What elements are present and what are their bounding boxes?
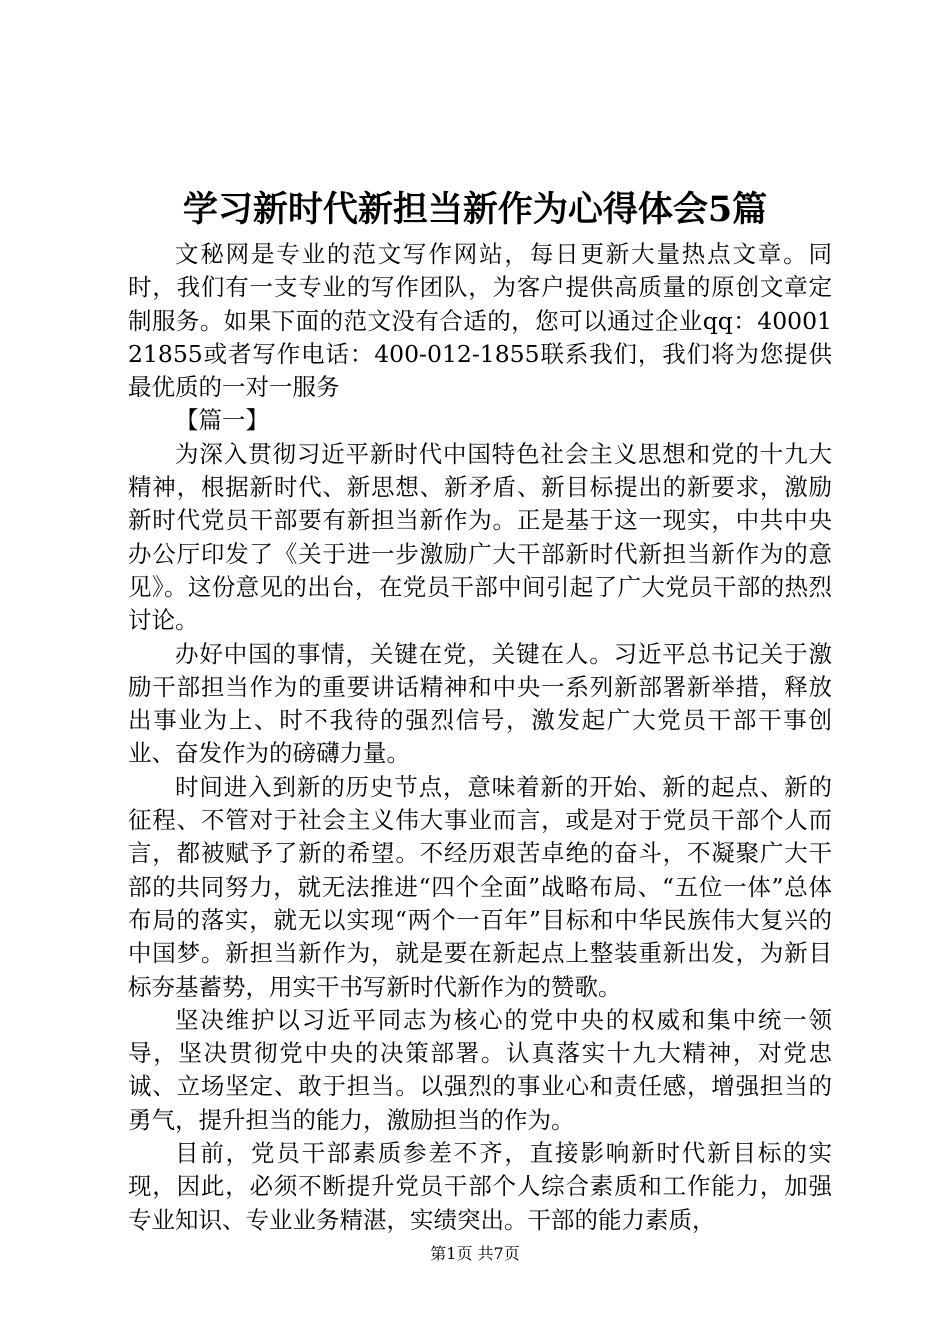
- page-number: 第1页 共7页: [430, 1244, 520, 1263]
- body-paragraph: 办好中国的事情，关键在党，关键在人。习近平总书记关于激励干部担当作为的重要讲话精神和中央一系列新部署新举措，释放出事业为上、时不我待的强烈信号，激发起广大党员干部干事创业、奋发作为的磅礴力量。: [128, 639, 832, 768]
- document-body: [128, 238, 832, 1237]
- body-paragraph: 坚决维护以习近平同志为核心的党中央的权威和集中统一领导，坚决贯彻党中央的决策部署。认真落实十九大精神，对党忠诚、立场坚定、敢于担当。以强烈的事业心和责任感，增强担当的勇气，提升担当的能力，激励担当的作为。: [128, 1005, 832, 1134]
- body-paragraph: 为深入贯彻习近平新时代中国特色社会主义思想和党的十九大精神，根据新时代、新思想、新矛盾、新目标提出的新要求，激励新时代党员干部要有新担当新作为。正是基于这一现实，中共中央办公厅印发了《关于进一步激励广大干部新时代新担当新作为的意见》。这份意见的出台，在党员干部中间引起了广大党员干部的热烈讨论。: [128, 439, 832, 635]
- body-paragraph: 目前，党员干部素质参差不齐，直接影响新时代新目标的实现，因此，必须不断提升党员干部个人综合素质和工作能力，加强专业知识、专业业务精湛，实绩突出。干部的能力素质，: [128, 1139, 832, 1234]
- document-title: 学习新时代新担当新作为心得体会5篇: [182, 189, 768, 230]
- intro-paragraph: 文秘网是专业的范文写作网站，每日更新大量热点文章。同时，我们有一支专业的写作团队，为客户提供高质量的原创文章定制服务。如果下面的范文没有合适的，您可以通过企业qq：4000121855或者写作电话：400-012-1855联系我们，我们将为您提供最优质的一对一服务: [128, 240, 832, 402]
- section-heading: 【篇一】: [175, 406, 269, 435]
- body-paragraph: 时间进入到新的历史节点，意味着新的开始、新的起点、新的征程、不管对于社会主义伟大事业而言，或是对于党员干部个人而言，都被赋予了新的希望。不经历艰苦卓绝的奋斗，不凝聚广大干部的共同努力，就无法推进“四个全面”战略布局、“五位一体”总体布局的落实，就无以实现“两个一百年”目标和中华民族伟大复兴的中国梦。新担当新作为，就是要在新起点上整装重新出发，为新目标夯基蓄势，用实干书写新时代新作为的赞歌。: [128, 772, 832, 1001]
